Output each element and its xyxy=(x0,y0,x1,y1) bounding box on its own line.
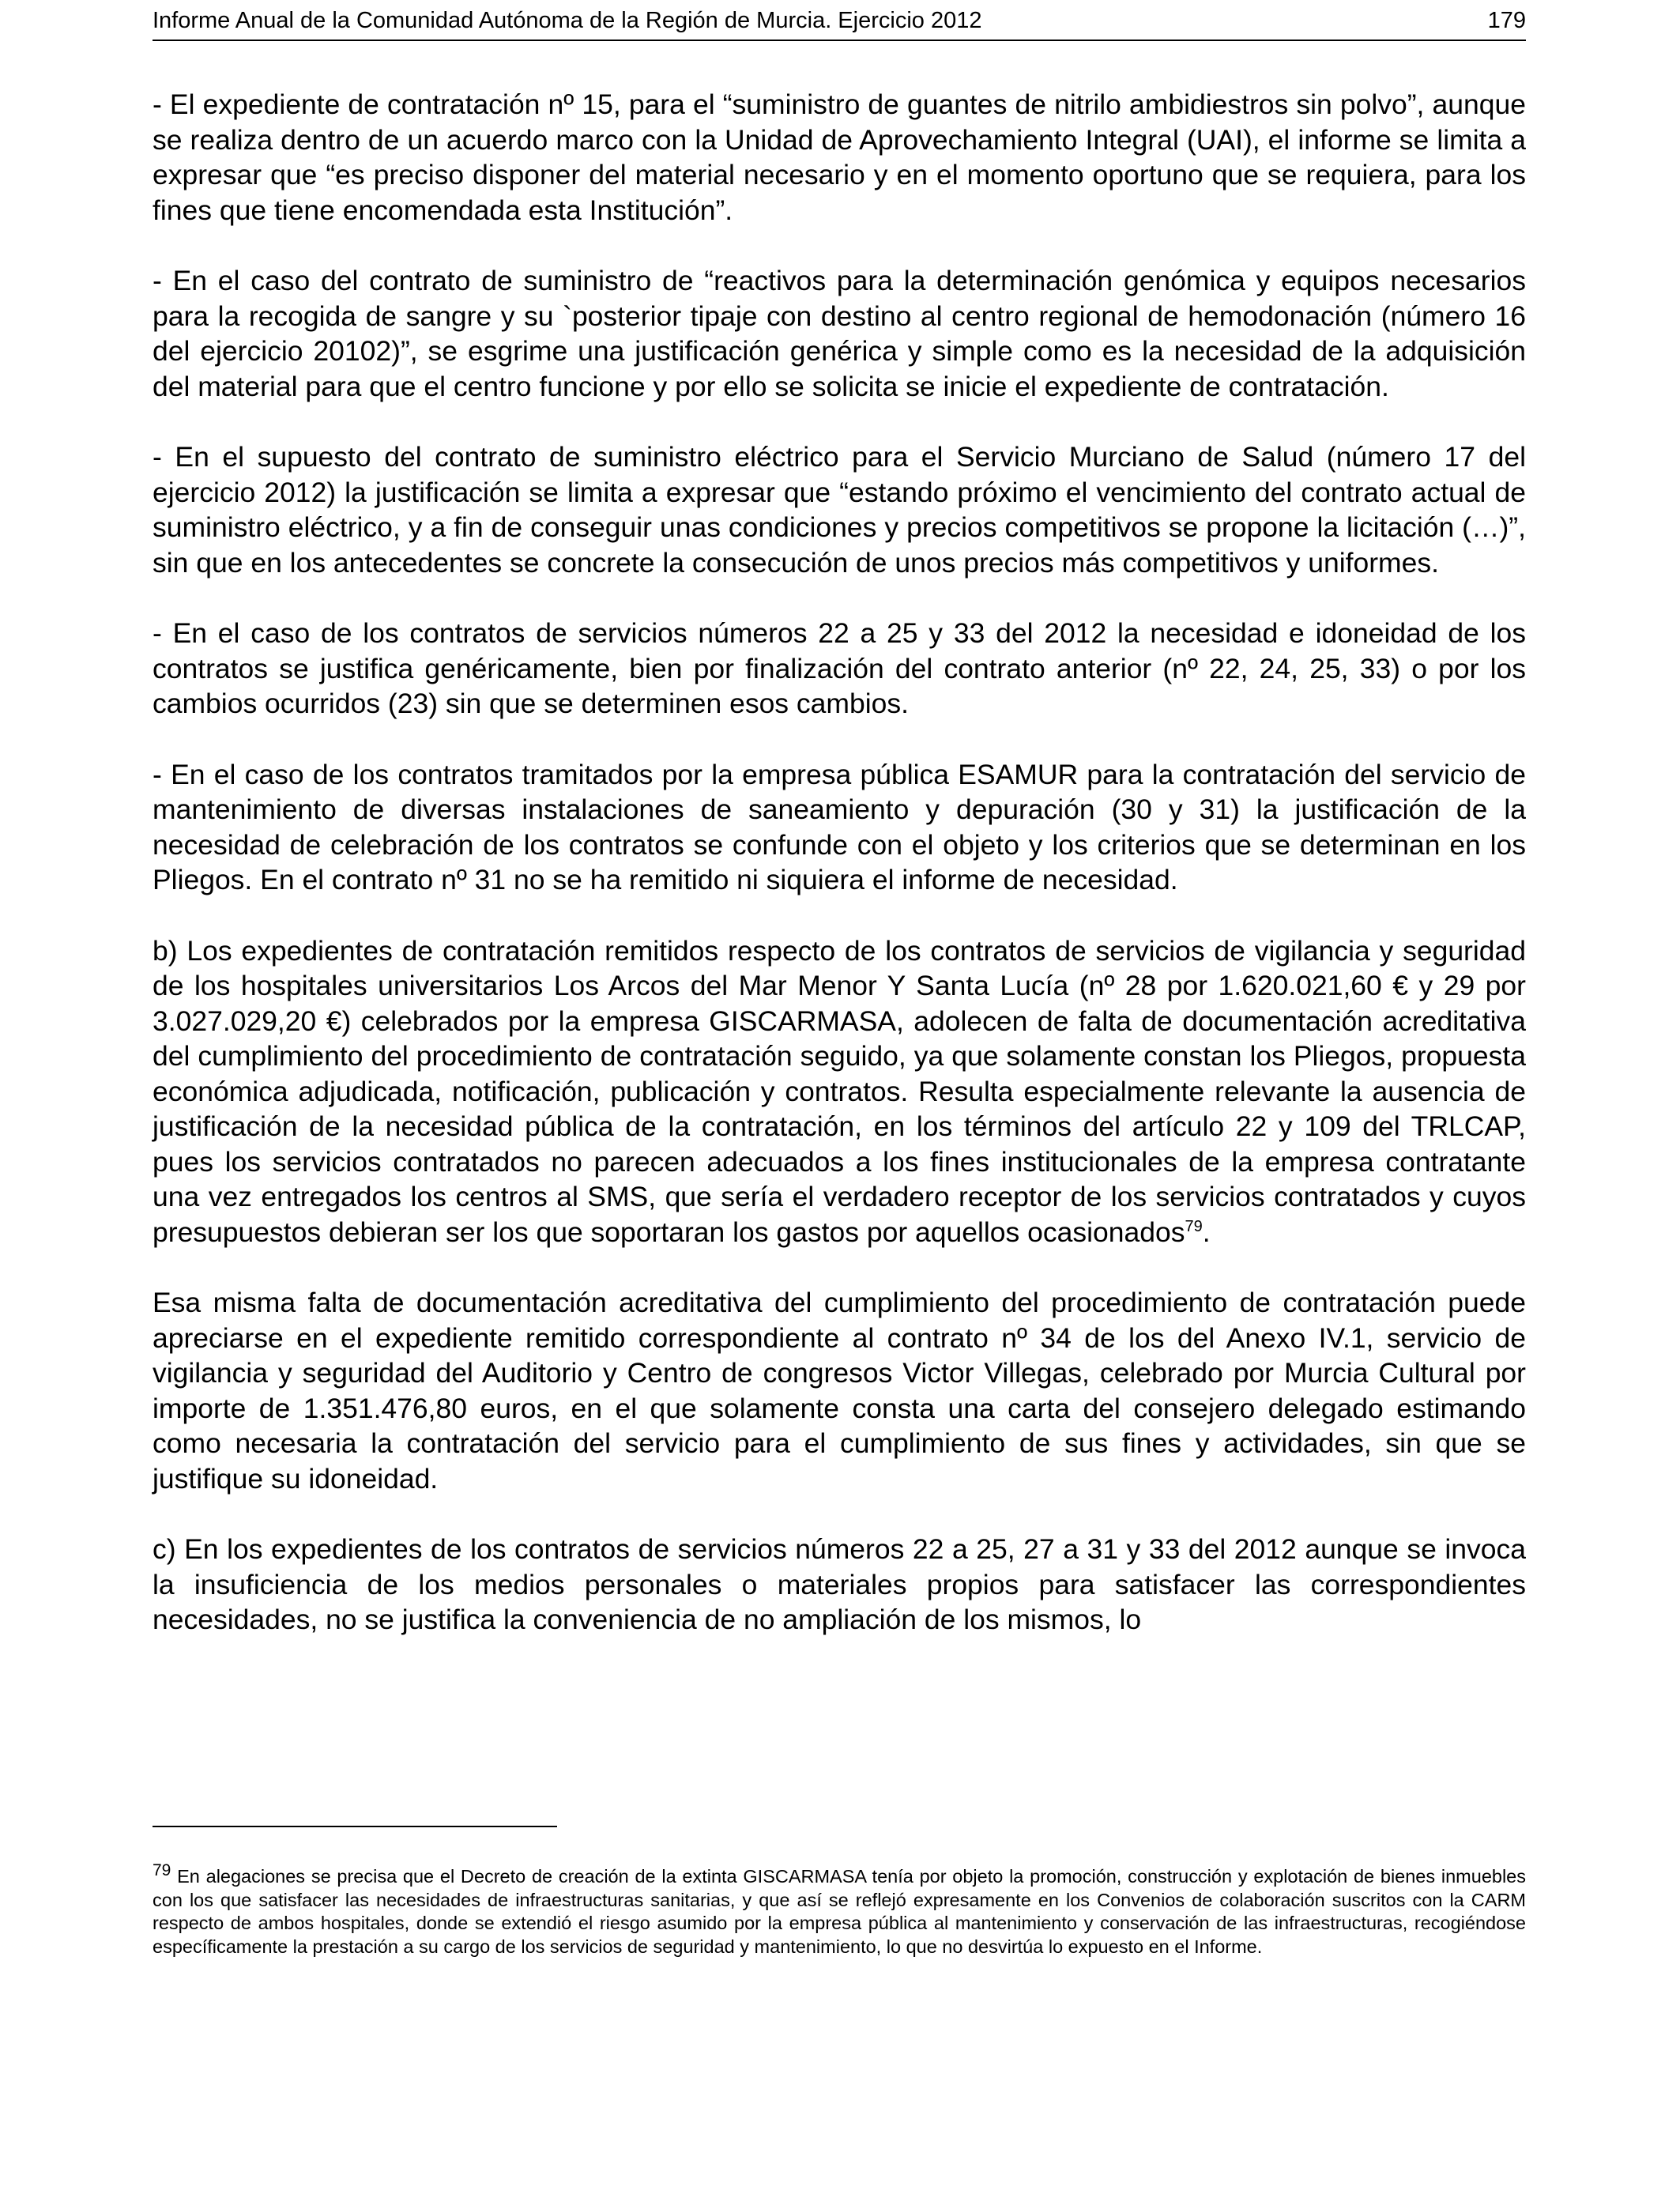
footnote-number: 79 xyxy=(153,1861,171,1880)
paragraph-5: - En el caso de los contratos tramitados por la empresa pública ESAMUR para la contratación del servicio de mantenimiento de diversas instalaciones de saneamiento y depuración (30 y 31) la justificación de la necesidad de celebración de los contratos se confunde con el objeto y los criterios que se determinan en los Pliegos. En el contrato nº 31 no se ha remitido ni siquiera el informe de necesidad. xyxy=(153,758,1526,895)
paragraph-7: Esa misma falta de documentación acreditativa del cumplimiento del procedimiento de contratación puede apreciarse en el expediente remitido correspondiente al contrato nº 34 de los del Anexo IV.1, servicio de vigilancia y seguridad del Auditorio y Centro de congresos Victor Villegas, celebrado por Murcia Cultural por importe de 1.351.476,80 euros, en el que solamente consta una carta del consejero delegado estimando como necesaria la contratación del servicio para el cumplimiento de sus fines y actividades, sin que se justifique su idoneidad. xyxy=(153,1287,1526,1495)
footnote-reference[interactable]: 79 xyxy=(1185,1217,1203,1235)
paragraph-6-end: . xyxy=(1202,1216,1211,1248)
paragraph-1: - El expediente de contratación nº 15, para el “suministro de guantes de nitrilo ambidiestros sin polvo”, aunque se realiza dentro de un acuerdo marco con la Unidad de Aprovechamiento Integral (UAI), el informe se limita a expresar que “es preciso disponer del material necesario y en el momento oportuno que se requiera, para los fines que tiene encomendada esta Institución”. xyxy=(153,89,1526,226)
footnote xyxy=(153,1861,1526,1958)
paragraph-3: - En el supuesto del contrato de suministro eléctrico para el Servicio Murciano de Salud (número 17 del ejercicio 2012) la justificación se limita a expresar que “estando próximo el vencimiento del contrato actual de suministro eléctrico, y a fin de conseguir unas condiciones y precios competitivos se propone la licitación (…)”, sin que en los antecedentes se concrete la consecución de unos precios más competitivos y uniformes. xyxy=(153,441,1526,579)
page-number: 179 xyxy=(1487,8,1526,33)
page-header xyxy=(153,8,1526,41)
header-title: Informe Anual de la Comunidad Autónoma de la Región de Murcia. Ejercicio 2012 xyxy=(153,8,982,33)
footnote-text: En alegaciones se precisa que el Decreto de creación de la extinta GISCARMASA tenía por objeto la promoción, construcción y explotación de bienes inmuebles con los que satisfacer las necesidades de infraestructuras sanitarias, y que así se reflejó expresamente en los Convenios de colaboración suscritos con la CARM respecto de ambos hospitales, donde se extendió el riesgo asumido por la empresa pública al mantenimiento y conservación de las infraestructuras, recogiéndose específicamente la prestación a su cargo de los servicios de seguridad y mantenimiento, lo que no desvirtúa lo expuesto en el Informe. xyxy=(153,1866,1526,1957)
main-text xyxy=(153,87,1526,1638)
paragraph-6 xyxy=(153,933,1526,1250)
paragraph-6-text: b) Los expedientes de contratación remitidos respecto de los contratos de servicios de vigilancia y seguridad de los hospitales universitarios Los Arcos del Mar Menor Y Santa Lucía (nº 28 por 1.620.021,60 € y 29 por 3.027.029,20 €) celebrados por la empresa GISCARMASA, adolecen de falta de documentación acreditativa del cumplimiento del procedimiento de contratación seguido, ya que solamente constan los Pliegos, propuesta económica adjudicada, notificación, publicación y contratos. Resulta especialmente relevante la ausencia de justificación de la necesidad pública de la contratación, en los términos del artículo 22 y 109 del TRLCAP, pues los servicios contratados no parecen adecuados a los fines institucionales de la empresa contratante una vez entregados los centros al SMS, que sería el verdadero receptor de los servicios contratados y cuyos presupuestos debieran ser los que soportaran los gastos por aquellos ocasionados xyxy=(153,934,1526,1248)
paragraph-8: c) En los expedientes de los contratos de servicios números 22 a 25, 27 a 31 y 33 del 2012 aunque se invoca la insuficiencia de los medios personales o materiales propios para satisfacer las correspondientes necesidades, no se justifica la conveniencia de no ampliación de los mismos, lo xyxy=(153,1533,1526,1635)
footnote-separator xyxy=(153,1826,557,1827)
paragraph-4: - En el caso de los contratos de servicios números 22 a 25 y 33 del 2012 la necesidad e idoneidad de los contratos se justifica genéricamente, bien por finalización del contrato anterior (nº 22, 24, 25, 33) o por los cambios ocurridos (23) sin que se determinen esos cambios. xyxy=(153,617,1526,719)
paragraph-2: - En el caso del contrato de suministro de “reactivos para la determinación genómica y equipos necesarios para la recogida de sangre y su `posterior tipaje con destino al centro regional de hemodonación (número 16 del ejercicio 20102)”, se esgrime una justificación genérica y simple como es la necesidad de la adquisición del material para que el centro funcione y por ello se solicita se inicie el expediente de contratación. xyxy=(153,265,1526,402)
